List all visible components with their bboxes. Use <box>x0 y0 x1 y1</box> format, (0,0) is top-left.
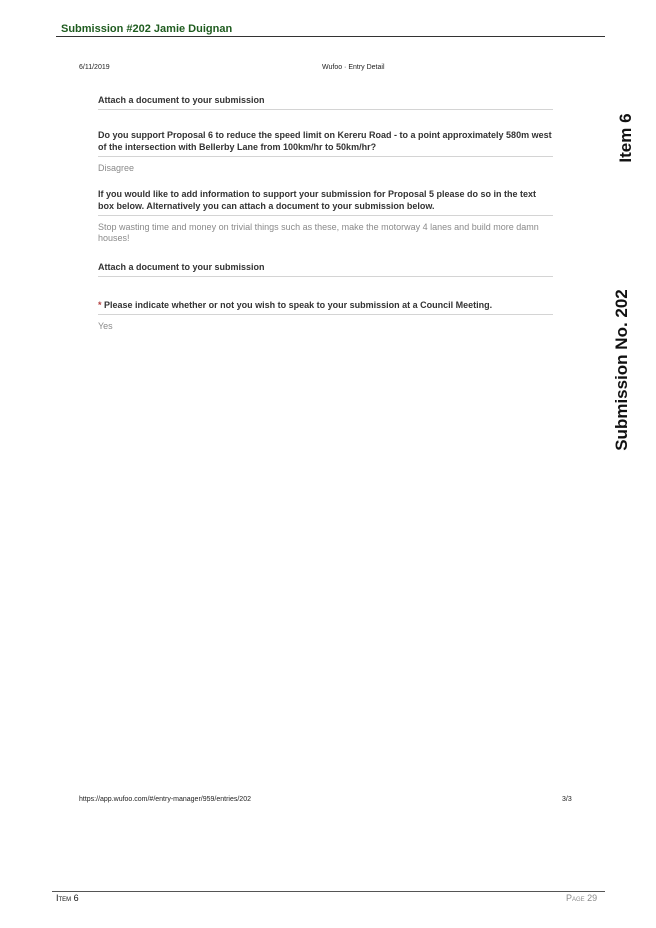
footer-divider <box>52 891 605 892</box>
print-page-title: Wufoo · Entry Detail <box>322 64 385 71</box>
side-label-item: Item 6 <box>616 113 635 163</box>
speak-at-meeting-answer: Yes <box>98 321 113 331</box>
attach-document-question-2: Attach a document to your submission <box>98 261 553 277</box>
footer-item-label: Item 6 <box>56 893 79 903</box>
required-marker: * <box>98 300 102 310</box>
print-footer-page-count: 3/3 <box>562 796 572 803</box>
side-label-submission-number: Submission No. 202 <box>612 289 631 451</box>
submission-header-title: Submission #202 Jamie Duignan <box>61 23 233 35</box>
print-footer-url: https://app.wufoo.com/#/entry-manager/959/entries/202 <box>79 796 251 803</box>
proposal-6-answer: Disagree <box>98 163 135 173</box>
speak-at-meeting-question <box>98 299 553 315</box>
proposal-6-question: Do you support Proposal 6 to reduce the speed limit on Kereru Road - to a point approximately 580m west of the intersection with Bellerby Lane from 100km/hr to 50km/hr? <box>98 129 553 157</box>
header-divider <box>56 36 605 37</box>
proposal-5-info-question: If you would like to add information to support your submission for Proposal 5 please do so in the text box below. Alternatively you can attach a document to your submission below. <box>98 188 553 216</box>
entry-detail <box>98 94 553 332</box>
attach-document-question: Attach a document to your submission <box>98 94 553 110</box>
print-date: 6/11/2019 <box>79 64 110 71</box>
proposal-5-info-answer: Stop wasting time and money on trivial things such as these, make the motorway 4 lanes and build more damn houses! <box>98 222 539 243</box>
footer-page-number: Page 29 <box>566 893 598 903</box>
speak-question-text: Please indicate whether or not you wish to speak to your submission at a Council Meeting. <box>104 300 493 310</box>
